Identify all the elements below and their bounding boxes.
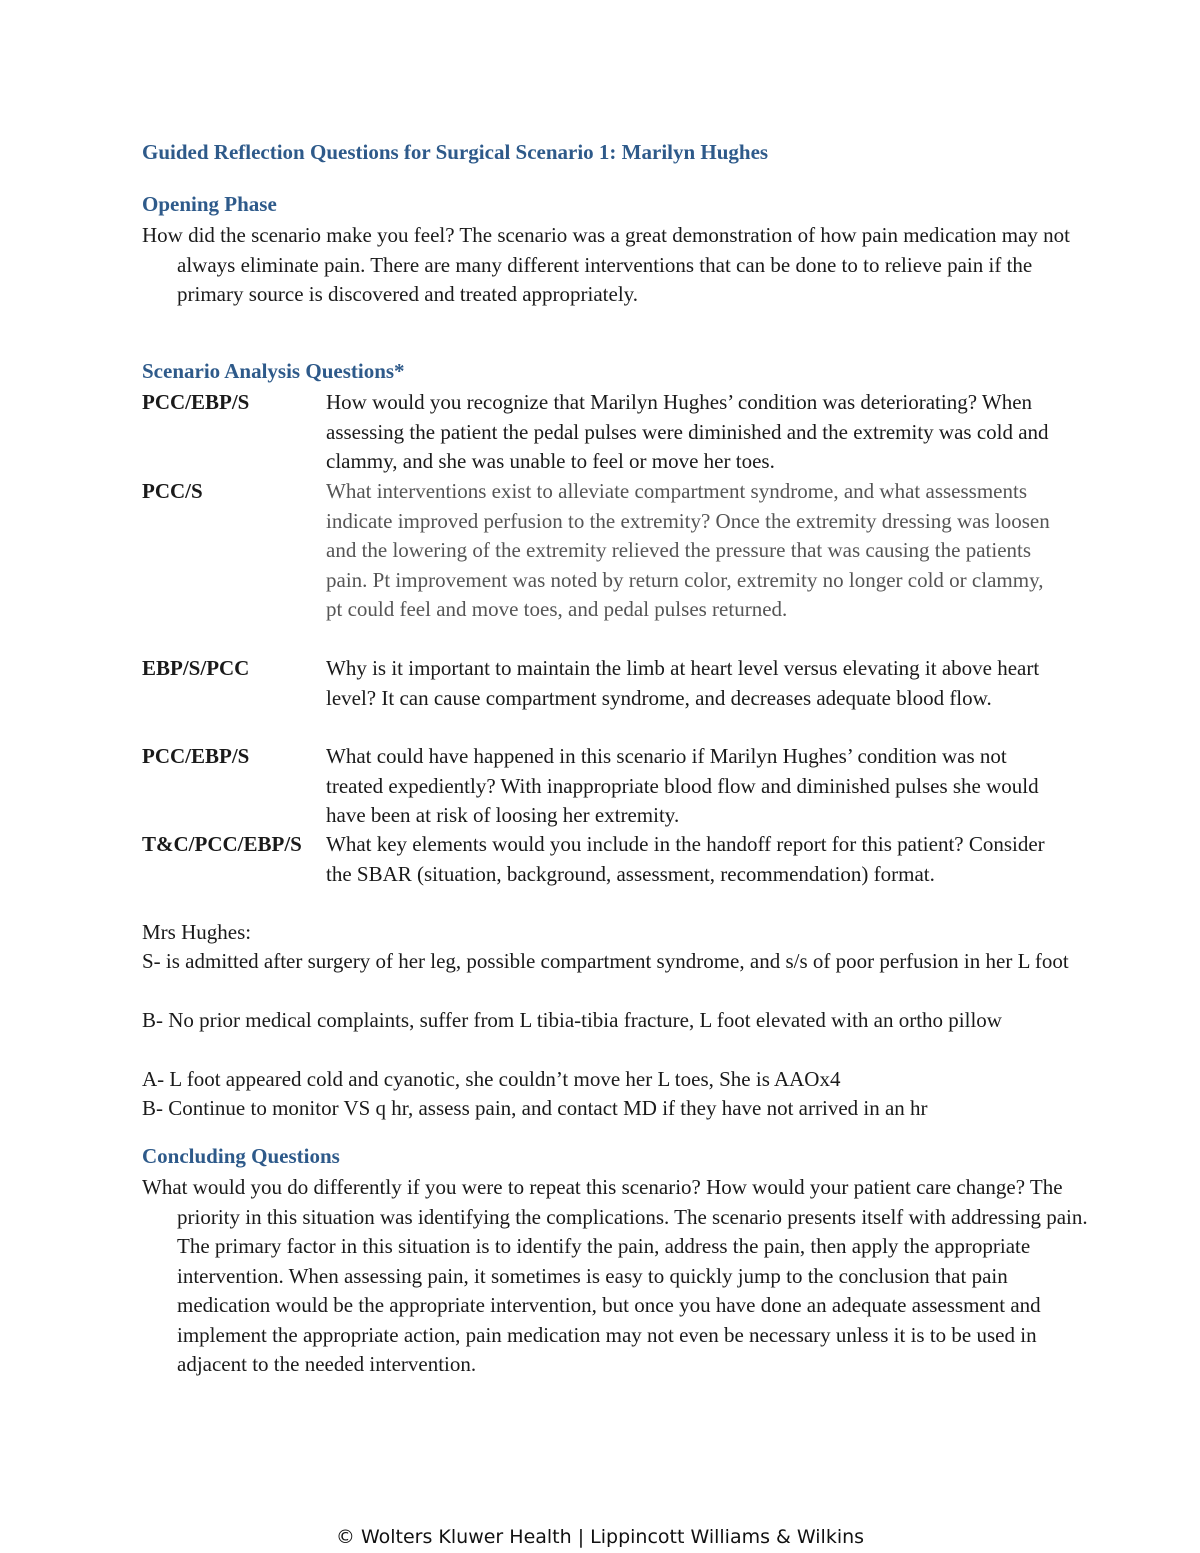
analysis-code: PCC/S (142, 479, 203, 503)
analysis-code: PCC/EBP/S (142, 744, 250, 768)
sbar-line-recommendation: B- Continue to monitor VS q hr, assess pain, and contact MD if they have not arrived in an hr (142, 1096, 928, 1120)
scenario-analysis-heading: Scenario Analysis Questions* (142, 359, 405, 383)
sbar-intro: Mrs Hughes: (142, 920, 252, 944)
analysis-code: T&C/PCC/EBP/S (142, 832, 302, 856)
opening-phase-text: How did the scenario make you feel? The scenario was a great demonstration of how pain medication may not always eliminate pain. There are many different interventions that can be done to to relieve pain if the primary source is discovered and treated appropriately. (142, 223, 1070, 306)
analysis-code: EBP/S/PCC (142, 656, 250, 680)
concluding-questions-text: What would you do differently if you were to repeat this scenario? How would your patient care change? The priority in this situation was identifying the complications. The scenario presents itself with addressing pain. The primary factor in this situation is to identify the pain, address the pain, then apply the appropriate intervention. When assessing pain, it sometimes is easy to quickly jump to the conclusion that pain medication would be the appropriate intervention, but once you have done an adequate assessment and implement the appropriate action, pain medication may not even be necessary unless it is to be used in adjacent to the needed intervention. (142, 1175, 1088, 1376)
analysis-question-answer: What interventions exist to alleviate compartment syndrome, and what assessments indicate improved perfusion to the extremity? Once the extremity dressing was loosen and the lowering of the extremity relieved the pressure that was causing the patients pain. Pt improvement was noted by return color, extremity no longer cold or clammy, pt could feel and move toes, and pedal pulses returned. (326, 479, 1050, 621)
opening-phase-heading: Opening Phase (142, 192, 277, 216)
analysis-code: PCC/EBP/S (142, 390, 250, 414)
concluding-questions-heading: Concluding Questions (142, 1144, 340, 1168)
analysis-question-answer: How would you recognize that Marilyn Hughes’ condition was deteriorating? When assessing the patient the pedal pulses were diminished and the extremity was cold and clammy, and she was unable to feel or move her toes. (326, 390, 1049, 473)
sbar-line-situation: S- is admitted after surgery of her leg, possible compartment syndrome, and s/s of poor perfusion in her L foot (142, 949, 1069, 973)
analysis-question-answer: What key elements would you include in the handoff report for this patient? Consider the SBAR (situation, background, assessment, recommendation) format. (326, 832, 1045, 886)
sbar-line-assessment: A- L foot appeared cold and cyanotic, she couldn’t move her L toes, She is AAOx4 (142, 1067, 841, 1091)
document-title: Guided Reflection Questions for Surgical Scenario 1: Marilyn Hughes (142, 140, 769, 164)
copyright-footer: © Wolters Kluwer Health | Lippincott Williams & Wilkins (335, 1526, 865, 1548)
analysis-question-answer: What could have happened in this scenario if Marilyn Hughes’ condition was not treated expediently? With inappropriate blood flow and diminished pulses she would have been at risk of loosing her extremity. (326, 744, 1039, 827)
analysis-question-answer: Why is it important to maintain the limb at heart level versus elevating it above heart level? It can cause compartment syndrome, and decreases adequate blood flow. (326, 656, 1040, 710)
sbar-line-background: B- No prior medical complaints, suffer from L tibia-tibia fracture, L foot elevated with an ortho pillow (142, 1008, 1002, 1032)
